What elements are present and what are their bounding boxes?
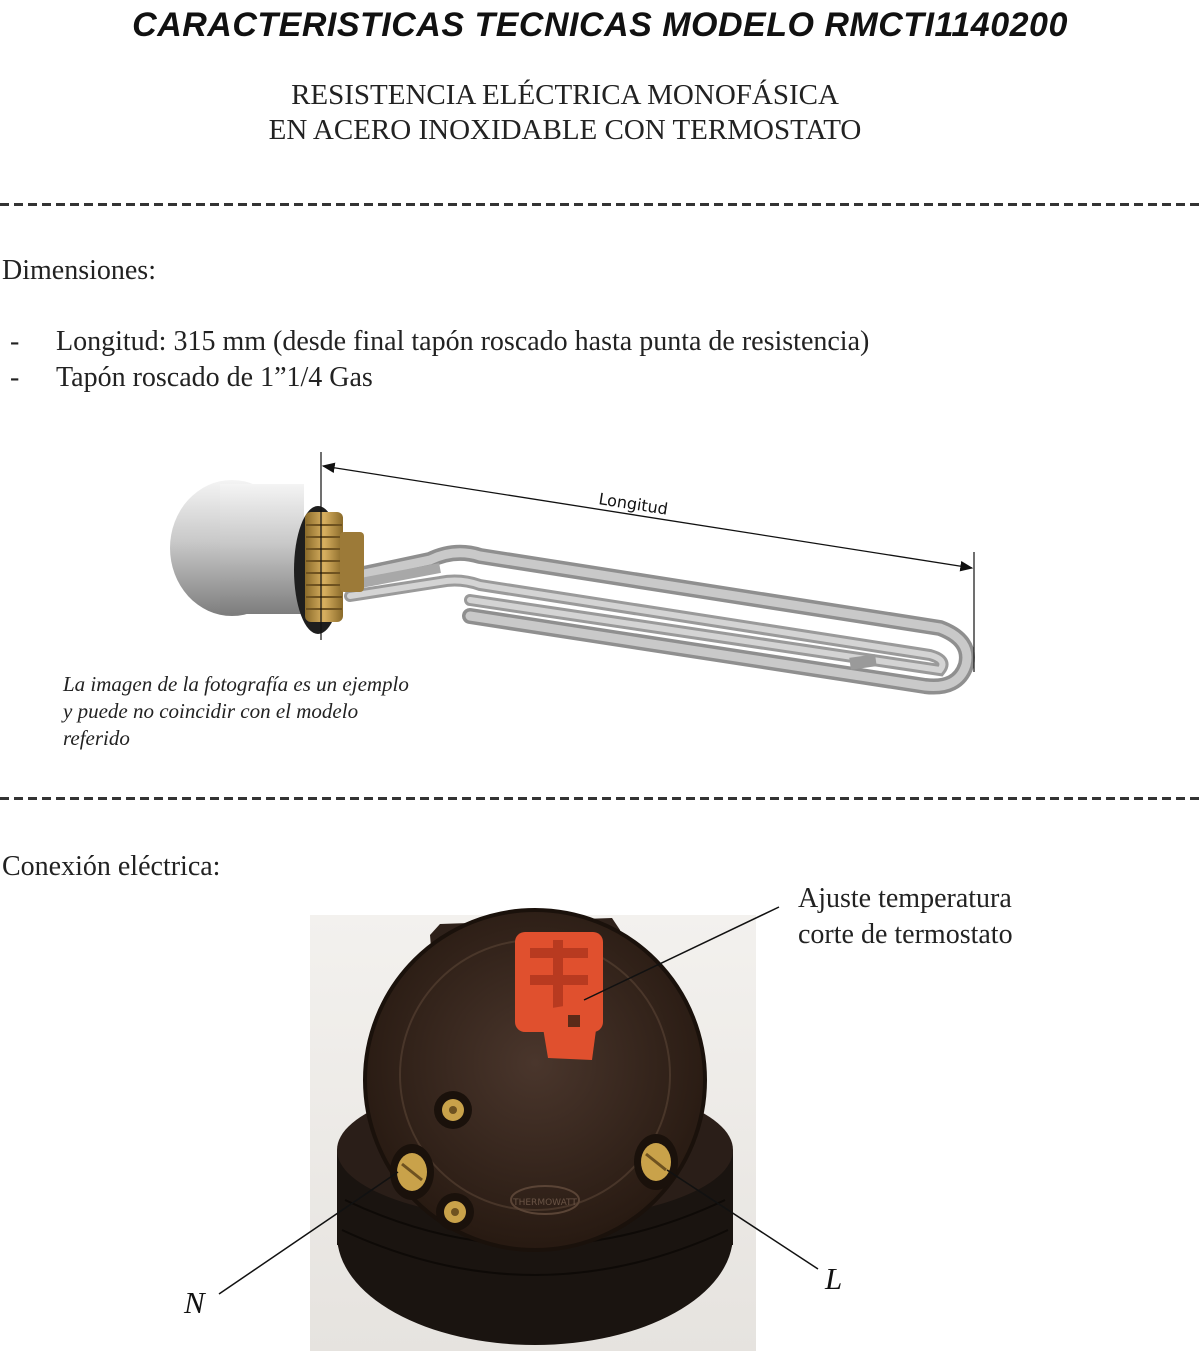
adjust-label-line-2: corte de termostato: [798, 919, 1013, 950]
heating-element-photo: [170, 480, 967, 687]
terminal-bottom: [436, 1193, 474, 1231]
terminal-neutral: [390, 1144, 434, 1200]
bullet-marker: -: [10, 362, 20, 393]
dimensions-heading: Dimensiones:: [2, 255, 156, 286]
subtitle-line-1: RESISTENCIA ELÉCTRICA MONOFÁSICA: [291, 79, 839, 111]
dashed-divider-bottom: [0, 797, 1200, 800]
dimension-item-thread: Tapón roscado de 1”1/4 Gas: [56, 362, 373, 393]
length-label: Longitud: [597, 489, 670, 519]
dimension-item-length: Longitud: 315 mm (desde final tapón roscado hasta punta de resistencia): [56, 326, 870, 357]
subtitle-line-2: EN ACERO INOXIDABLE CON TERMOSTATO: [268, 114, 862, 146]
document-title: CARACTERISTICAS TECNICAS MODELO RMCTI1140200: [132, 6, 1068, 44]
connection-heading: Conexión eléctrica:: [2, 851, 221, 882]
thermostat-photo: [310, 910, 756, 1351]
adjust-label-line-1: Ajuste temperatura: [798, 883, 1012, 914]
photo-caption: La imagen de la fotografía es un ejemplo y puede no coincidir con el modelo referido: [63, 672, 409, 750]
neutral-label: N: [184, 1285, 205, 1320]
terminal-line: [634, 1134, 678, 1190]
thermostat-brand: THERMOWATT: [513, 1198, 577, 1208]
line-label: L: [825, 1261, 843, 1296]
terminal-top: [434, 1091, 472, 1129]
bullet-marker: -: [10, 326, 20, 357]
